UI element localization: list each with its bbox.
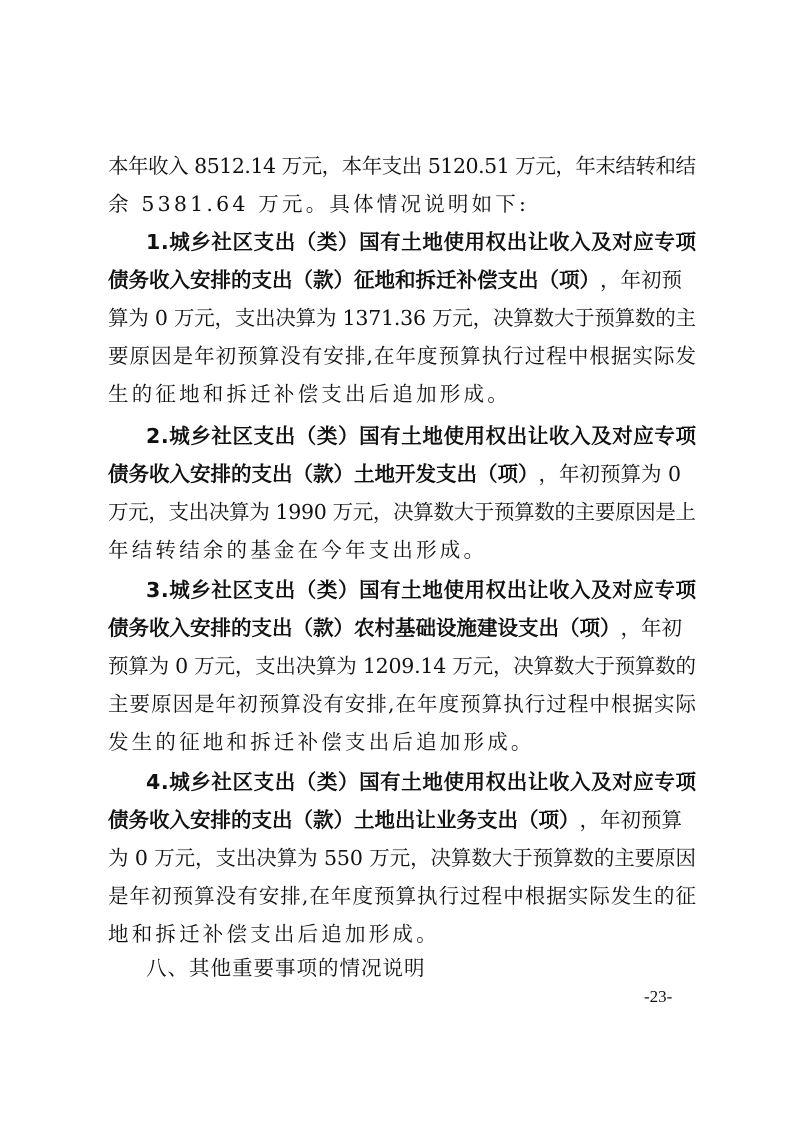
item-2-line-4 bbox=[108, 530, 696, 570]
intro-text-1: 本年收入 8512.14 万元，本年支出 5120.51 万元，年末结转和结 bbox=[108, 154, 696, 178]
item-4-line-3 bbox=[108, 838, 696, 878]
item-4-title-line bbox=[146, 762, 696, 802]
item-1-line-5 bbox=[108, 374, 696, 414]
item-2-text-2: ，年初预算为 0 bbox=[538, 462, 682, 486]
item-1-text-4: 要原因是年初预算没有安排,在年度预算执行过程中根据实际发 bbox=[108, 344, 698, 368]
intro-text-2: 余 5381.64 万元。具体情况说明如下: bbox=[108, 192, 530, 216]
item-3-line-5 bbox=[108, 722, 696, 762]
item-4-text-5: 地和拆迁补偿支出后追加形成。 bbox=[108, 922, 440, 946]
item-1-text-3: 算为 0 万元，支出决算为 1371.36 万元，决算数大于预算数的主 bbox=[108, 306, 696, 330]
item-3-text-2: ，年初 bbox=[620, 616, 682, 640]
item-3-text-4: 主要原因是年初预算没有安排,在年度预算执行过程中根据实际 bbox=[108, 692, 698, 716]
item-2-title: 2.城乡社区支出（类）国有土地使用权出让收入及对应专项 bbox=[146, 424, 697, 448]
item-3-text-3: 预算为 0 万元，支出决算为 1209.14 万元，决算数大于预算数的 bbox=[108, 654, 696, 678]
item-1-subtitle: 债务收入安排的支出（款）征地和拆迁补偿支出（项） bbox=[108, 268, 600, 292]
item-3-title-line bbox=[146, 570, 696, 610]
item-4-text-3: 为 0 万元，支出决算为 550 万元，决算数大于预算数的主要原因 bbox=[108, 846, 696, 870]
item-1-line-2 bbox=[108, 260, 696, 300]
item-4-title: 4.城乡社区支出（类）国有土地使用权出让收入及对应专项 bbox=[146, 770, 697, 794]
item-1-line-3 bbox=[108, 298, 696, 338]
item-4-text-2: ，年初预算 bbox=[579, 808, 682, 832]
item-3-text-5: 发生的征地和拆迁补偿支出后追加形成。 bbox=[108, 730, 535, 754]
item-1-text-2: ，年初预 bbox=[600, 268, 682, 292]
item-3-line-3 bbox=[108, 646, 696, 686]
intro-line-1 bbox=[108, 146, 696, 186]
item-2-text-4: 年结转结余的基金在今年支出形成。 bbox=[108, 538, 488, 562]
item-2-line-2 bbox=[108, 454, 696, 494]
section-heading: 八、其他重要事项的情况说明 bbox=[146, 956, 426, 980]
intro-line-2 bbox=[108, 184, 696, 224]
item-4-subtitle: 债务收入安排的支出（款）土地出让业务支出（项） bbox=[108, 808, 580, 832]
item-3-line-4 bbox=[108, 684, 696, 724]
item-1-title: 1.城乡社区支出（类）国有土地使用权出让收入及对应专项 bbox=[146, 230, 697, 254]
item-1-title-line bbox=[146, 222, 696, 262]
item-2-text-3: 万元，支出决算为 1990 万元，决算数大于预算数的主要原因是上 bbox=[108, 500, 696, 524]
item-3-line-2 bbox=[108, 608, 696, 648]
item-2-subtitle: 债务收入安排的支出（款）土地开发支出（项） bbox=[108, 462, 539, 486]
item-1-line-4 bbox=[108, 336, 696, 376]
item-4-line-2 bbox=[108, 800, 696, 840]
item-4-text-4: 是年初预算没有安排,在年度预算执行过程中根据实际发生的征 bbox=[108, 884, 698, 908]
item-2-line-3 bbox=[108, 492, 696, 532]
item-4-line-4 bbox=[108, 876, 696, 916]
item-3-title: 3.城乡社区支出（类）国有土地使用权出让收入及对应专项 bbox=[146, 578, 697, 602]
item-1-text-5: 生的征地和拆迁补偿支出后追加形成。 bbox=[108, 382, 511, 406]
item-3-subtitle: 债务收入安排的支出（款）农村基础设施建设支出（项） bbox=[108, 616, 621, 640]
page-number: -23- bbox=[644, 987, 673, 1006]
item-2-title-line bbox=[146, 416, 696, 456]
